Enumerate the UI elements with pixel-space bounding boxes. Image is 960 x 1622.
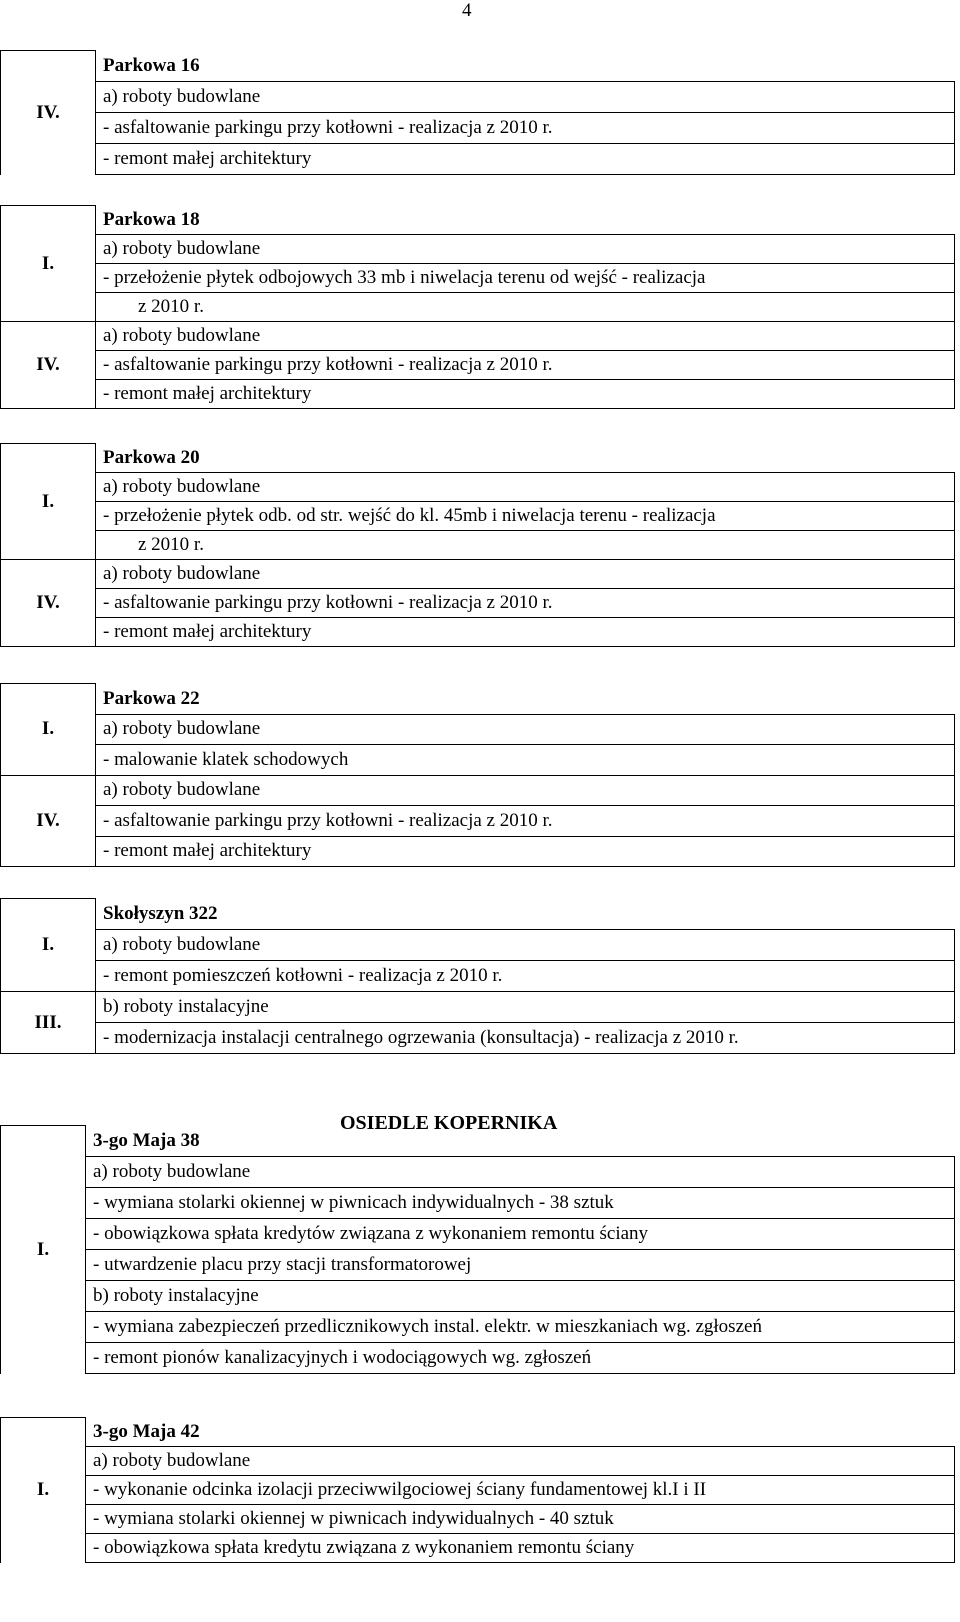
work-type-heading: a) roboty budowlane (96, 560, 955, 589)
work-type-heading: a) roboty budowlane (96, 82, 955, 113)
work-category-numeral: I. (36, 1238, 50, 1260)
address-block (0, 898, 955, 1054)
work-type-heading: a) roboty budowlane (86, 1447, 955, 1476)
work-category-numeral: I. (36, 1479, 50, 1501)
work-type-heading: a) roboty budowlane (96, 322, 955, 351)
work-item: - obowiązkowa spłata kredytów związana z wykonaniem remontu ściany (86, 1219, 955, 1250)
work-item: - remont pomieszczeń kotłowni - realizacja z 2010 r. (96, 961, 955, 992)
work-item: - utwardzenie placu przy stacji transformatorowej (86, 1250, 955, 1281)
address-title: Parkowa 22 (103, 687, 200, 709)
address-title: Skołyszyn 322 (103, 902, 218, 924)
address-block (0, 1417, 955, 1563)
work-item: - wymiana zabezpieczeń przedlicznikowych instal. elektr. w mieszkaniach wg. zgłoszeń (86, 1312, 955, 1343)
address-title: Parkowa 16 (103, 54, 200, 76)
work-type-heading: a) roboty budowlane (96, 930, 955, 961)
work-category-numeral: IV. (36, 354, 60, 375)
work-item: - remont pionów kanalizacyjnych i wodociągowych wg. zgłoszeń (86, 1343, 955, 1374)
work-type-heading: b) roboty instalacyjne (86, 1281, 955, 1312)
address-title: Parkowa 18 (103, 208, 200, 230)
numeral-cell (1, 51, 96, 175)
work-item: - wymiana stolarki okiennej w piwnicach indywidualnych - 40 sztuk (86, 1505, 955, 1534)
numeral-cell (1, 206, 96, 322)
work-item: - remont małej architektury (96, 618, 955, 647)
work-item: - remont małej architektury (96, 144, 955, 175)
work-item: - malowanie klatek schodowych (96, 745, 955, 776)
address-title: 3-go Maja 38 (93, 1129, 200, 1151)
numeral-cell (1, 1126, 86, 1374)
work-type-heading: a) roboty budowlane (96, 775, 955, 806)
work-item: - wykonanie odcinka izolacji przeciwwilgociowej ściany fundamentowej kl.I i II (86, 1476, 955, 1505)
address-block (0, 443, 955, 647)
work-item: - asfaltowanie parkingu przy kotłowni - realizacja z 2010 r. (96, 351, 955, 380)
address-title: Parkowa 20 (103, 446, 200, 468)
work-category-numeral: IV. (36, 809, 60, 831)
work-category-numeral: IV. (36, 592, 60, 613)
work-type-heading: a) roboty budowlane (86, 1157, 955, 1188)
work-item: - przełożenie płytek odbojowych 33 mb i niwelacja terenu od wejść - realizacja (96, 264, 955, 293)
work-item: - remont małej architektury (96, 836, 955, 867)
work-category-numeral: III. (34, 1011, 62, 1033)
numeral-cell (1, 322, 96, 409)
work-item: - wymiana stolarki okiennej w piwnicach indywidualnych - 38 sztuk (86, 1188, 955, 1219)
work-item: - przełożenie płytek odb. od str. wejść do kl. 45mb i niwelacja terenu - realizacja (96, 502, 955, 531)
work-type-heading: b) roboty instalacyjne (96, 992, 955, 1023)
address-block (0, 205, 955, 409)
work-item: - asfaltowanie parkingu przy kotłowni - realizacja z 2010 r. (96, 806, 955, 837)
address-block (0, 683, 955, 867)
work-item: z 2010 r. (96, 293, 955, 322)
work-item: z 2010 r. (96, 531, 955, 560)
work-item: - modernizacja instalacji centralnego ogrzewania (konsultacja) - realizacja z 2010 r. (96, 1023, 955, 1054)
work-item: - remont małej architektury (96, 380, 955, 409)
numeral-cell (1, 560, 96, 647)
work-item: - asfaltowanie parkingu przy kotłowni - realizacja z 2010 r. (96, 113, 955, 144)
section-title: OSIEDLE KOPERNIKA (340, 1112, 558, 1134)
numeral-cell (1, 684, 96, 776)
work-type-heading: a) roboty budowlane (96, 473, 955, 502)
address-block (0, 1125, 955, 1374)
work-item: - obowiązkowa spłata kredytu związana z wykonaniem remontu ściany (86, 1534, 955, 1563)
work-item: - asfaltowanie parkingu przy kotłowni - realizacja z 2010 r. (96, 589, 955, 618)
numeral-cell (1, 899, 96, 992)
numeral-cell (1, 775, 96, 867)
address-title: 3-go Maja 42 (93, 1420, 200, 1442)
address-block (0, 50, 955, 175)
work-category-numeral: IV. (36, 101, 60, 123)
work-category-numeral: I. (41, 490, 55, 512)
numeral-cell (1, 1418, 86, 1563)
numeral-cell (1, 992, 96, 1054)
numeral-cell (1, 444, 96, 560)
work-type-heading: a) roboty budowlane (96, 235, 955, 264)
work-type-heading: a) roboty budowlane (96, 714, 955, 745)
work-category-numeral: I. (41, 934, 55, 955)
work-category-numeral: I. (41, 718, 55, 740)
page-number: 4 (462, 0, 472, 21)
work-category-numeral: I. (41, 252, 55, 274)
